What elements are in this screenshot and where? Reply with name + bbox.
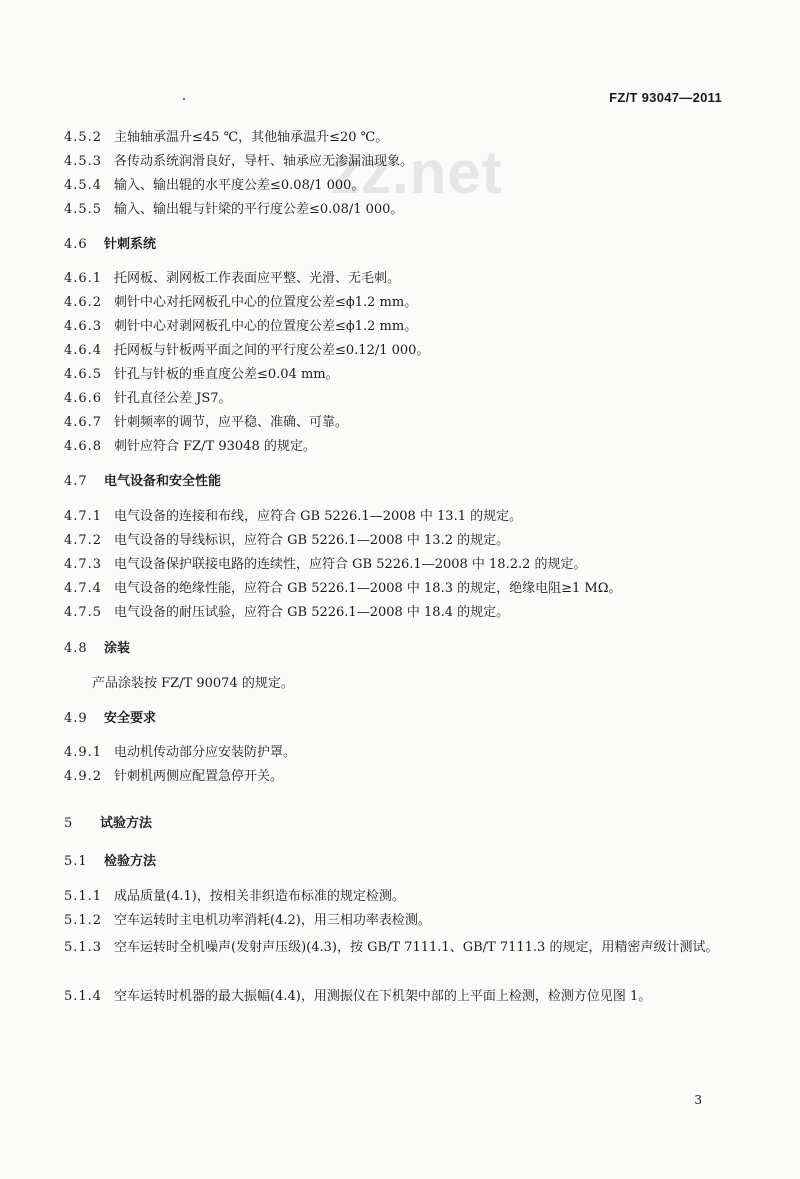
clause-4-7-5: 4.7.5 电气设备的耐压试验，应符合 GB 5226.1—2008 中 18.4 的规定。	[64, 605, 510, 620]
clause-4-9-2: 4.9.2 针刺机两侧应配置急停开关。	[64, 769, 284, 784]
page-number: 3	[694, 1093, 702, 1107]
clause-4-5-2: 4.5.2 主轴轴承温升≤45 ℃，其他轴承温升≤20 ℃。	[64, 130, 389, 145]
watermark: zz.net	[330, 139, 503, 206]
chapter-heading-5: 5 试验方法	[64, 816, 153, 831]
clause-4-6-3: 4.6.3 刺针中心对剥网板孔中心的位置度公差≤ϕ1.2 mm。	[64, 319, 418, 334]
clause-4-7-3: 4.7.3 电气设备保护联接电路的连续性，应符合 GB 5226.1—2008 中 18.2.2 的规定。	[64, 557, 587, 572]
clause-4-6-8: 4.6.8 刺针应符合 FZ/T 93048 的规定。	[64, 439, 316, 454]
clause-4-5-3: 4.5.3 各传动系统润滑良好，导杆、轴承应无渗漏油现象。	[64, 154, 414, 169]
section-heading-4-9: 4.9 安全要求	[64, 711, 157, 726]
clause-4-6-1: 4.6.1 托网板、剥网板工作表面应平整、光滑、无毛刺。	[64, 271, 401, 286]
clause-5-1-3: 5.1.3 空车运转时全机噪声(发射声压级)(4.3)，按 GB/T 7111.1、GB/T 7111.3 的规定，用精密声级计测试。	[64, 940, 719, 955]
paragraph-coating: 产品涂装按 FZ/T 90074 的规定。	[92, 676, 294, 691]
clause-4-6-4: 4.6.4 托网板与针板两平面之间的平行度公差≤0.12/1 000。	[64, 343, 430, 358]
clause-5-1-2: 5.1.2 空车运转时主电机功率消耗(4.2)，用三相功率表检测。	[64, 913, 431, 928]
clause-4-6-7: 4.6.7 针刺频率的调节，应平稳、准确、可靠。	[64, 415, 349, 430]
clause-4-7-4: 4.7.4 电气设备的绝缘性能，应符合 GB 5226.1—2008 中 18.3 的规定，绝缘电阻≥1 MΩ。	[64, 581, 622, 596]
section-heading-5-1: 5.1 检验方法	[64, 854, 157, 869]
clause-4-5-5: 4.5.5 输入、输出辊与针梁的平行度公差≤0.08/1 000。	[64, 202, 404, 217]
section-heading-4-6: 4.6 针刺系统	[64, 237, 157, 252]
clause-4-7-1: 4.7.1 电气设备的连接和布线，应符合 GB 5226.1—2008 中 13.1 的规定。	[64, 509, 523, 524]
clause-4-7-2: 4.7.2 电气设备的导线标识，应符合 GB 5226.1—2008 中 13.2 的规定。	[64, 533, 510, 548]
clause-4-5-4: 4.5.4 输入、输出辊的水平度公差≤0.08/1 000。	[64, 178, 365, 193]
section-heading-4-8: 4.8 涂装	[64, 641, 131, 656]
section-heading-4-7: 4.7 电气设备和安全性能	[64, 474, 222, 489]
clause-4-6-5: 4.6.5 针孔与针板的垂直度公差≤0.04 mm。	[64, 367, 339, 382]
clause-4-9-1: 4.9.1 电动机传动部分应安装防护罩。	[64, 745, 297, 760]
clause-4-6-2: 4.6.2 刺针中心对托网板孔中心的位置度公差≤ϕ1.2 mm。	[64, 295, 418, 310]
scan-speck	[183, 98, 185, 100]
clause-5-1-1: 5.1.1 成品质量(4.1)，按相关非织造布标准的规定检测。	[64, 889, 405, 904]
standard-code: FZ/T 93047—2011	[609, 90, 722, 105]
clause-5-1-4: 5.1.4 空车运转时机器的最大振幅(4.4)，用测振仪在下机架中部的上平面上检测，检测方位见图 1。	[64, 989, 652, 1004]
clause-4-6-6: 4.6.6 针孔直径公差 JS7。	[64, 391, 232, 406]
